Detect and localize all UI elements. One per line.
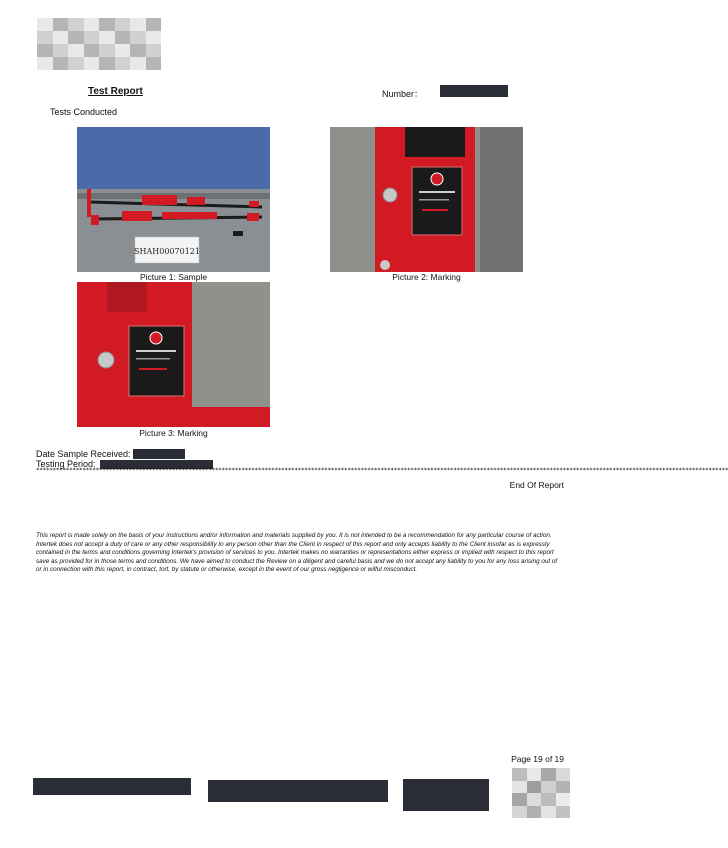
end-separator: ***************************************************************************************************************************************************************************************************************** [36,467,728,474]
blurred-qr-code [512,768,570,818]
picture-2-caption: Picture 2: Marking [392,272,461,282]
redacted-report-number [440,85,508,97]
testing-period-label: Testing Period: [36,459,96,469]
section-title: Tests Conducted [50,107,118,117]
sample-tag-text: SHAH00070121 [134,247,200,256]
date-received-label: Date Sample Received: [36,449,131,459]
page-number: Page 19 of 19 [511,754,564,764]
picture-3-caption: Picture 3: Marking [139,428,208,438]
picture-sample [77,127,270,272]
picture-1-caption: Picture 1: Sample [139,272,208,282]
redacted-date-received [133,449,185,459]
picture-marking-1 [330,127,523,272]
end-of-report-label: End Of Report [509,480,564,490]
report-title: Test Report [88,86,143,97]
redacted-footer-1 [33,778,191,795]
picture-marking-2 [77,282,270,427]
legal-disclaimer: This report is made solely on the basis of your instructions and/or information and materials supplied by you. It is not intended to be a recommendation for any particular course of action. Intertek does not accept a duty of care or any other responsibility to any person other than the Client in respect of this report and only accepts liability to the Client insofar as is expressly contained in the terms and conditions governing Intertek's provision of services to you. Intertek makes no warranties or representations either express or implied with respect to this report save as provided for in those terms and conditions. We have aimed to conduct the Review on a diligent and careful basis and we do not accept any liability to you for any loss arising out of or in connection with this report, in contract, tort, by statute or otherwise, except in the event of our gross negligence or wilful misconduct. [36,532,558,573]
company-logo [37,18,161,70]
redacted-footer-3 [403,779,489,811]
redacted-footer-2 [208,780,388,802]
report-number-label: Number： [382,89,424,99]
